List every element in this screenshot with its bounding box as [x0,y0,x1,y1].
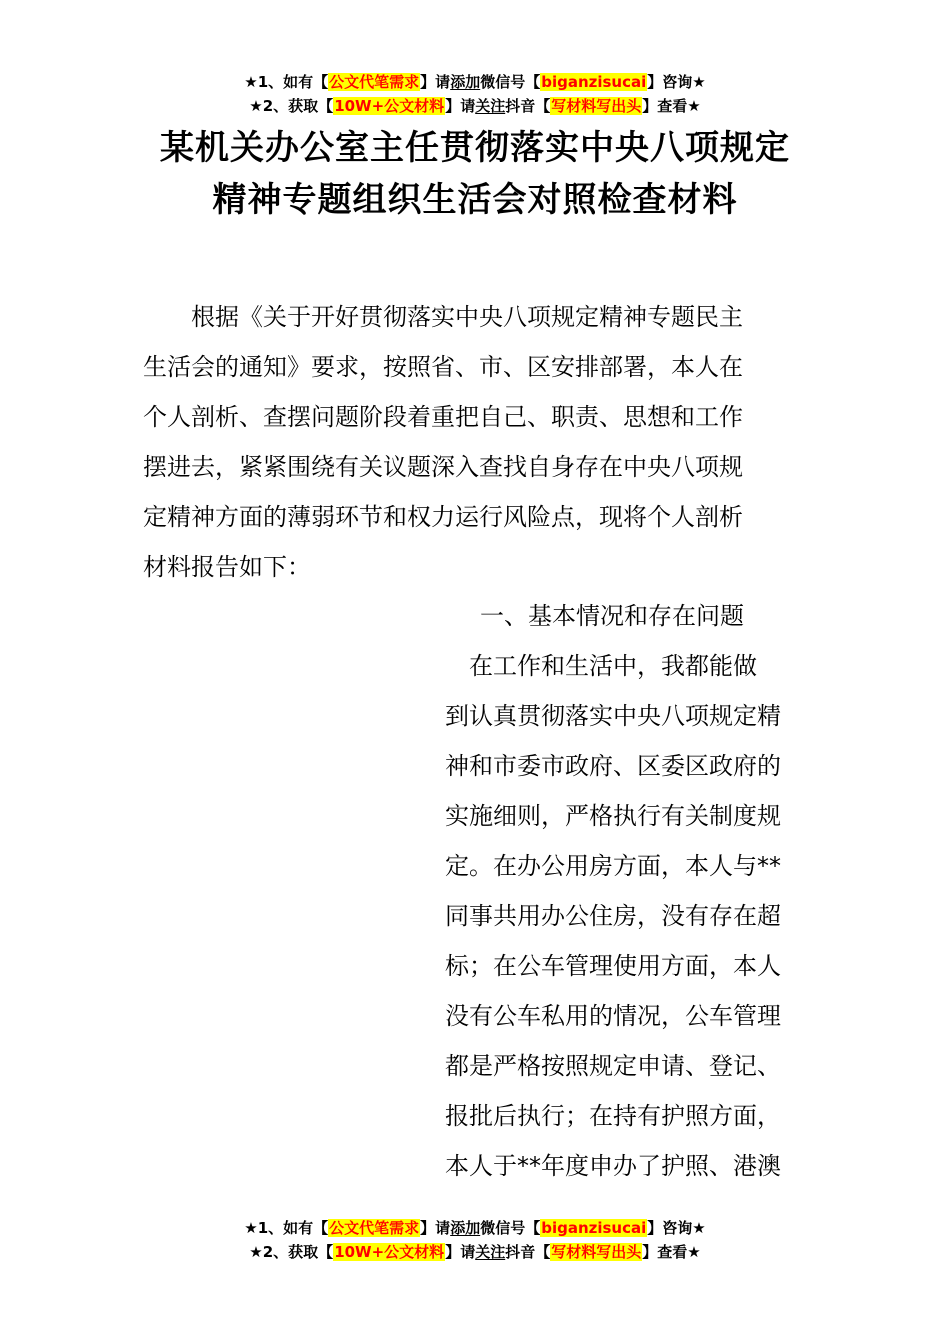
paragraph-line: 摆进去，紧紧围绕有关议题深入查找自身存在中央八项规 [143,453,743,481]
paragraph-line: 神和市委市政府、区委区政府的 [445,752,781,780]
banner-text: 】咨询★ [647,1219,706,1237]
banner-line-1 [0,70,950,94]
banner-highlight: 10W+公文材料 [334,1243,445,1261]
document-title-line-2: 精神专题组织生活会对照检查材料 [212,180,738,220]
banner-text: 】查看★ [642,1243,701,1261]
banner-line-2 [0,94,950,118]
banner-text: 】咨询★ [647,73,706,91]
paragraph-line: 在工作和生活中，我都能做 [445,652,757,680]
banner-text: ★1、如有【 [244,73,329,91]
banner-highlight: 公文代笔需求 [329,1219,420,1237]
banner-highlight: 10W+公文材料 [334,97,445,115]
paragraph-line: 根据《关于开好贯彻落实中央八项规定精神专题民主 [143,303,743,331]
banner-highlight: biganzisucai [541,73,647,91]
paragraph-line: 都是严格按照规定申请、登记、 [445,1052,781,1080]
banner-underlined-text: 关注 [475,1243,506,1261]
paragraph-line: 生活会的通知》要求，按照省、市、区安排部署，本人在 [143,353,743,381]
banner-text: ★1、如有【 [244,1219,329,1237]
paragraph-line: 定。在办公用房方面，本人与** [445,852,781,880]
paragraph-line: 实施细则，严格执行有关制度规 [445,802,781,830]
banner-text: 】请 [445,97,476,115]
section-heading [480,591,810,641]
paragraph-line: 个人剖析、查摆问题阶段着重把自己、职责、思想和工作 [143,403,743,431]
banner-text: ★2、获取【 [249,97,334,115]
banner-text: 】请 [420,1219,451,1237]
paragraph-line: 同事共用办公住房，没有存在超 [445,902,781,930]
banner-line-2 [0,1240,950,1264]
banner-text: 微信号【 [480,73,541,91]
paragraph-line: 没有公车私用的情况，公车管理 [445,1002,781,1030]
paragraph-line: 本人于**年度申办了护照、港澳 [445,1152,781,1180]
banner-text: 】请 [420,73,451,91]
banner-highlight: 公文代笔需求 [329,73,420,91]
paragraph-line: 材料报告如下： [143,553,311,581]
banner-text: 抖音【 [505,1243,551,1261]
paragraph-line: 报批后执行；在持有护照方面， [445,1102,781,1130]
paragraph-line: 定精神方面的薄弱环节和权力运行风险点，现将个人剖析 [143,503,743,531]
bottom-banner [0,1216,950,1264]
paragraph-line: 到认真贯彻落实中央八项规定精 [445,702,781,730]
banner-underlined-text: 关注 [475,97,506,115]
paragraph-line: 标；在公车管理使用方面，本人 [445,952,781,980]
banner-underlined-text: 添加 [450,73,481,91]
section-heading-text: 一、基本情况和存在问题 [480,602,744,630]
banner-highlight: biganzisucai [541,1219,647,1237]
top-banner [0,70,950,118]
banner-text: 抖音【 [505,97,551,115]
banner-text: 】请 [445,1243,476,1261]
banner-text: 】查看★ [642,97,701,115]
section-body-paragraph [445,641,815,1191]
banner-line-1 [0,1216,950,1240]
intro-paragraph [143,292,813,592]
banner-highlight: 写材料写出头 [551,97,642,115]
banner-underlined-text: 添加 [450,1219,481,1237]
banner-text: 微信号【 [480,1219,541,1237]
document-title [0,122,950,226]
banner-text: ★2、获取【 [249,1243,334,1261]
document-title-line-1: 某机关办公室主任贯彻落实中央八项规定 [160,128,790,168]
banner-highlight: 写材料写出头 [551,1243,642,1261]
